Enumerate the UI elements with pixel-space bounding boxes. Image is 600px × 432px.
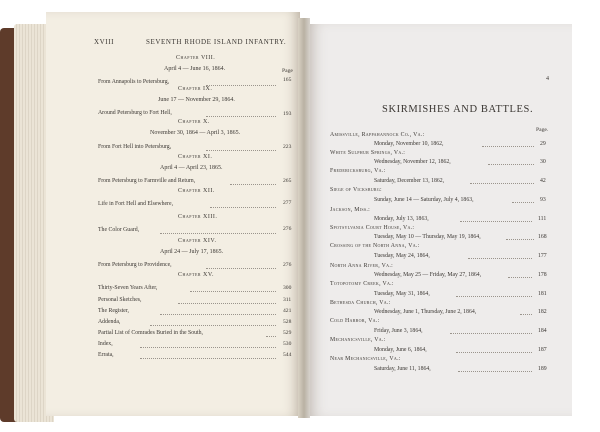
chapter-title: Life in Fort Hell and Elsewhere,: [98, 201, 174, 207]
chapter-heading: Chapter VIII.: [176, 55, 216, 61]
battle-location: White Sulphur Springs, Va.:: [330, 150, 406, 156]
leader-dots: [206, 116, 276, 117]
chapter-page: 276: [283, 226, 292, 232]
battle-page: 181: [538, 291, 547, 297]
chapter-title: Around Petersburg to Fort Hell,: [98, 110, 172, 116]
battle-location: Fredericksburg, Va.:: [330, 168, 386, 174]
appendix-page: 530: [283, 341, 292, 347]
chapter-title: The Color Guard,: [98, 227, 140, 233]
chapter-heading: Chapter XII.: [178, 188, 215, 194]
battle-date: Saturday, December 13, 1862,: [374, 178, 445, 184]
leader-dots: [206, 150, 276, 151]
battle-location: Mechanicsville, Va.:: [330, 337, 386, 343]
battle-date: Friday, June 3, 1864,: [374, 328, 423, 334]
battle-location: Bethesda Church, Va.:: [330, 300, 391, 306]
appendix-title: Errata,: [98, 352, 114, 358]
chapter-title: From Annapolis to Petersburg,: [98, 79, 170, 85]
chapter-page: 265: [283, 178, 292, 184]
leader-dots: [140, 358, 276, 359]
battle-page: 30: [540, 159, 546, 165]
battle-date: Monday, June 6, 1864,: [374, 347, 427, 353]
chapter-title: From Fort Hell into Petersburg,: [98, 144, 172, 150]
battle-page: 189: [538, 366, 547, 372]
leader-dots: [456, 352, 532, 353]
running-head: SEVENTH RHODE ISLAND INFANTRY.: [146, 38, 287, 46]
battle-location: Near Mechanicsville, Va.:: [330, 356, 401, 362]
chapter-dates: June 17 — November 29, 1864.: [158, 97, 235, 103]
chapter-title: From Petersburg to Farmville and Return,: [98, 178, 196, 184]
appendix-title: The Register,: [98, 308, 129, 314]
appendix-page: 529: [283, 330, 292, 336]
chapter-page: 193: [283, 111, 292, 117]
leader-dots: [460, 221, 532, 222]
battle-page: 168: [538, 234, 547, 240]
chapter-dates: April 4 — June 16, 1864.: [164, 66, 226, 72]
leader-dots: [512, 202, 534, 203]
appendix-page: 421: [283, 308, 292, 314]
chapter-page: 165: [283, 77, 292, 83]
battle-page: 177: [538, 253, 547, 259]
battle-location: Totopotomy Creek, Va.:: [330, 281, 394, 287]
battle-date: Monday, November 10, 1862,: [374, 141, 444, 147]
appendix-page: 311: [283, 297, 292, 303]
page-mark: 4: [546, 76, 549, 82]
chapter-heading: Chapter XIV.: [178, 238, 217, 244]
chapter-title: From Petersburg to Providence,: [98, 262, 172, 268]
battle-page: 178: [538, 272, 547, 278]
leader-dots: [206, 85, 276, 86]
battle-location: Crossing of the North Anna, Va.:: [330, 243, 420, 249]
battle-page: 184: [538, 328, 547, 334]
leader-dots: [456, 296, 532, 297]
chapter-page: 277: [283, 200, 292, 206]
chapter-page: 300: [283, 285, 292, 291]
left-page: [46, 12, 300, 416]
left-page-number: XVIII: [94, 38, 115, 46]
battle-page: 29: [540, 141, 546, 147]
leader-dots: [160, 314, 276, 315]
leader-dots: [470, 183, 534, 184]
appendix-title: Personal Sketches,: [98, 297, 142, 303]
battle-date: Wednesday, May 25 — Friday, May 27, 1864,: [374, 272, 482, 278]
battle-page: 187: [538, 347, 547, 353]
leader-dots: [506, 239, 534, 240]
appendix-page: 544: [283, 352, 292, 358]
battle-location: North Anna River, Va.:: [330, 263, 393, 269]
leader-dots: [140, 347, 276, 348]
chapter-title: Thirty-Seven Years After,: [98, 285, 158, 291]
leader-dots: [488, 164, 534, 165]
chapter-heading: Chapter XV.: [178, 272, 214, 278]
leader-dots: [190, 291, 276, 292]
leader-dots: [458, 371, 532, 372]
book-gutter: [298, 18, 310, 418]
leader-dots: [178, 303, 276, 304]
leader-dots: [450, 333, 532, 334]
battle-date: Tuesday, May 10 — Thursday, May 19, 1864,: [374, 234, 481, 240]
chapter-page: 223: [283, 144, 292, 150]
battle-location: Siege of Vicksburg:: [330, 187, 382, 193]
battle-date: Monday, July 13, 1863,: [374, 216, 429, 222]
chapter-heading: Chapter XIII.: [178, 214, 218, 220]
leader-dots: [266, 336, 276, 337]
appendix-title: Index,: [98, 341, 113, 347]
leader-dots: [150, 325, 276, 326]
leader-dots: [508, 277, 532, 278]
battle-date: Wednesday, June 1, Thursday, June 2, 1864,: [374, 309, 477, 315]
chapter-dates: November 30, 1864 — April 3, 1865.: [150, 130, 241, 136]
chapter-heading: Chapter XI.: [178, 154, 213, 160]
battle-page: 182: [538, 309, 547, 315]
appendix-title: Partial List of Comrades Buried in the South,: [98, 330, 203, 336]
leader-dots: [468, 258, 532, 259]
battle-location: Spotsylvania Court House, Va.:: [330, 225, 415, 231]
chapter-dates: April 4 — April 23, 1865.: [160, 165, 223, 171]
battle-page: 42: [540, 178, 546, 184]
leader-dots: [206, 268, 276, 269]
chapter-dates: April 24 — July 17, 1865.: [160, 249, 224, 255]
chapter-heading: Chapter IX.: [178, 86, 213, 92]
battle-page: 93: [540, 197, 546, 203]
battle-location: Jackson, Miss.:: [330, 207, 371, 213]
appendix-title: Addenda,: [98, 319, 121, 325]
battle-date: Wednesday, November 12, 1862,: [374, 159, 451, 165]
chapter-heading: Chapter X.: [178, 119, 210, 125]
leader-dots: [482, 146, 534, 147]
battle-location: Cold Harbor, Va.:: [330, 318, 380, 324]
battle-location: Amissville, Rappahannock Co., Va.:: [330, 132, 425, 138]
battle-date: Sunday, June 14 — Saturday, July 4, 1863,: [374, 197, 474, 203]
page-col-label: Page: [282, 68, 293, 74]
section-heading: SKIRMISHES AND BATTLES.: [382, 104, 534, 115]
page-col-label: Page.: [536, 127, 549, 133]
leader-dots: [210, 207, 276, 208]
battle-date: Saturday, June 11, 1864,: [374, 366, 431, 372]
appendix-page: 528: [283, 319, 292, 325]
battle-page: 111: [538, 216, 547, 222]
leader-dots: [160, 233, 276, 234]
battle-date: Tuesday, May 31, 1864,: [374, 291, 430, 297]
leader-dots: [520, 314, 532, 315]
chapter-page: 276: [283, 262, 292, 268]
leader-dots: [230, 184, 276, 185]
battle-date: Tuesday, May 24, 1864,: [374, 253, 430, 259]
